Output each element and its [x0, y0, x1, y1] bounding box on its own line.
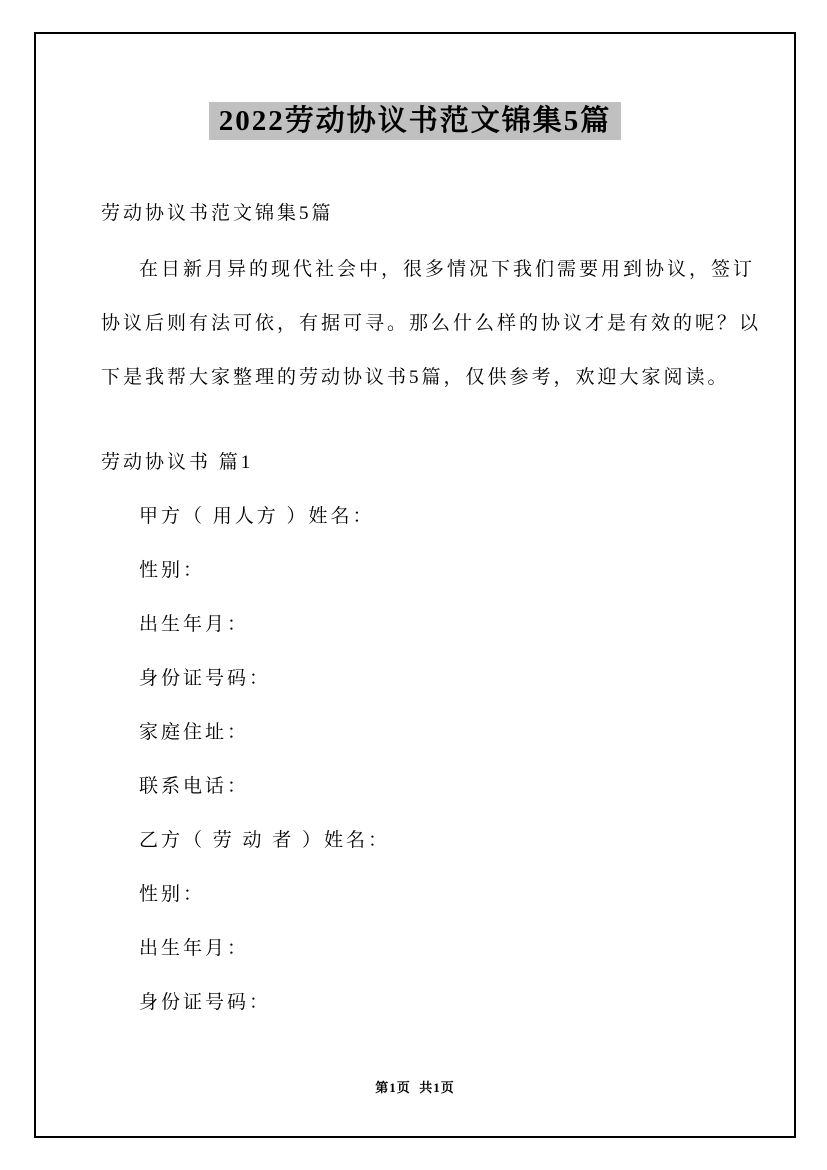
section-heading: 劳动协议书 篇1 — [101, 452, 254, 473]
form-line-gender-b: 性别： — [139, 884, 206, 905]
document-title-row — [36, 102, 794, 140]
document-title: 2022劳动协议书范文锦集5篇 — [209, 102, 622, 140]
form-line-id-number-a: 身份证号码： — [139, 668, 272, 689]
form-line-party-a-name: 甲方（ 用人方 ）姓名： — [139, 506, 375, 527]
intro-paragraph: 在日新月异的现代社会中，很多情况下我们需要用到协议，签订协议后则有法可依，有据可寻。那么什么样的协议才是有效的呢？以下是我帮大家整理的劳动协议书5篇，仅供参考，欢迎大家阅读。 — [101, 259, 762, 388]
form-line-home-address: 家庭住址： — [139, 722, 250, 743]
page-footer: 第1页 共1页 — [375, 1080, 455, 1095]
form-line-gender-a: 性别： — [139, 560, 206, 581]
form-line-phone: 联系电话： — [139, 776, 250, 797]
form-line-party-b-name: 乙方（ 劳 动 者 ）姓名： — [139, 830, 391, 851]
form-line-birthdate-b: 出生年月： — [139, 938, 250, 959]
subtitle-paragraph: 劳动协议书范文锦集5篇 — [101, 203, 334, 224]
form-line-birthdate-a: 出生年月： — [139, 614, 250, 635]
section-block — [101, 436, 765, 1030]
page-border-frame — [34, 32, 796, 1138]
form-line-id-number-b: 身份证号码： — [139, 992, 272, 1013]
